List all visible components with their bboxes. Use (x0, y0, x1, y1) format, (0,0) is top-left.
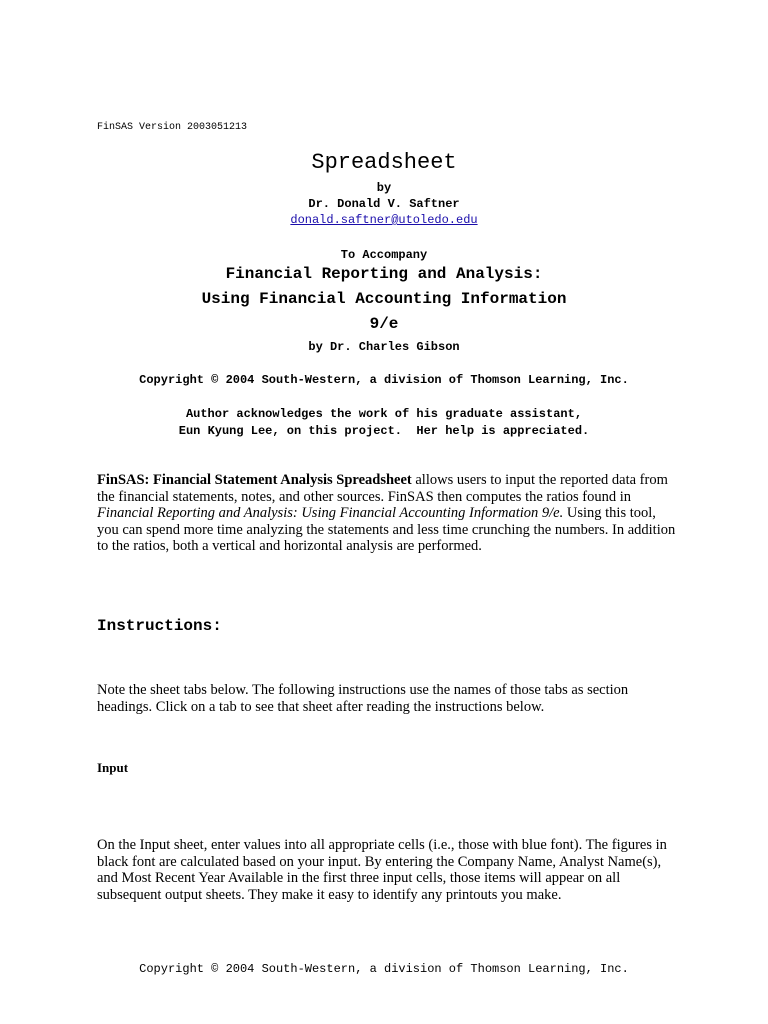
email-link[interactable]: donald.saftner@utoledo.edu (290, 213, 478, 227)
by-label: by (376, 181, 392, 195)
page-title: Spreadsheet (311, 150, 457, 175)
email-row (0, 213, 768, 227)
intro-text-1: allows users to input the reported data from the financial statements, notes, and other sources. FinSAS then computes the ratios found in (97, 472, 668, 505)
footer-copyright: Copyright © 2004 South-Western, a division of Thomson Learning, Inc. (139, 962, 629, 976)
input-paragraph: On the Input sheet, enter values into all appropriate cells (i.e., those with blue font). The figures in black font are calculated based on your input. By entering the Company Name, Analyst Name(s), and Most Recent Year Available in the first three input cells, those items will appear on all subsequent output sheets. They make it easy to identify any printouts you make. (97, 837, 667, 903)
book-author: by Dr. Charles Gibson (308, 340, 460, 354)
intro-bold: FinSAS: Financial Statement Analysis Spreadsheet (97, 472, 412, 488)
accompany-label: To Accompany (340, 248, 428, 262)
intro-paragraph (97, 472, 677, 555)
copyright-notice: Copyright © 2004 South-Western, a division of Thomson Learning, Inc. (139, 373, 629, 387)
book-title-line-2: Using Financial Accounting Information (201, 290, 567, 308)
book-edition: 9/e (369, 315, 399, 333)
acknowledgement-line-1: Author acknowledges the work of his graduate assistant, (185, 407, 583, 421)
author-name: Dr. Donald V. Saftner (308, 197, 460, 211)
intro-text-2: Using this tool, you can spend more time analyzing the statements and less time crunching the numbers. In addition to the ratios, both a vertical and horizontal analysis are performed. (97, 505, 676, 555)
version-label: FinSAS Version 2003051213 (97, 122, 248, 133)
intro-italic: Financial Reporting and Analysis: Using Financial Accounting Information 9/e. (97, 505, 564, 522)
acknowledgement-line-2: Eun Kyung Lee, on this project. Her help is appreciated. (178, 424, 590, 438)
input-heading: Input (97, 760, 129, 775)
book-title-line-1: Financial Reporting and Analysis: (225, 265, 543, 283)
note-paragraph: Note the sheet tabs below. The following instructions use the names of those tabs as section headings. Click on a tab to see that sheet after reading the instructions below. (97, 682, 629, 715)
instructions-heading: Instructions: (97, 617, 222, 635)
